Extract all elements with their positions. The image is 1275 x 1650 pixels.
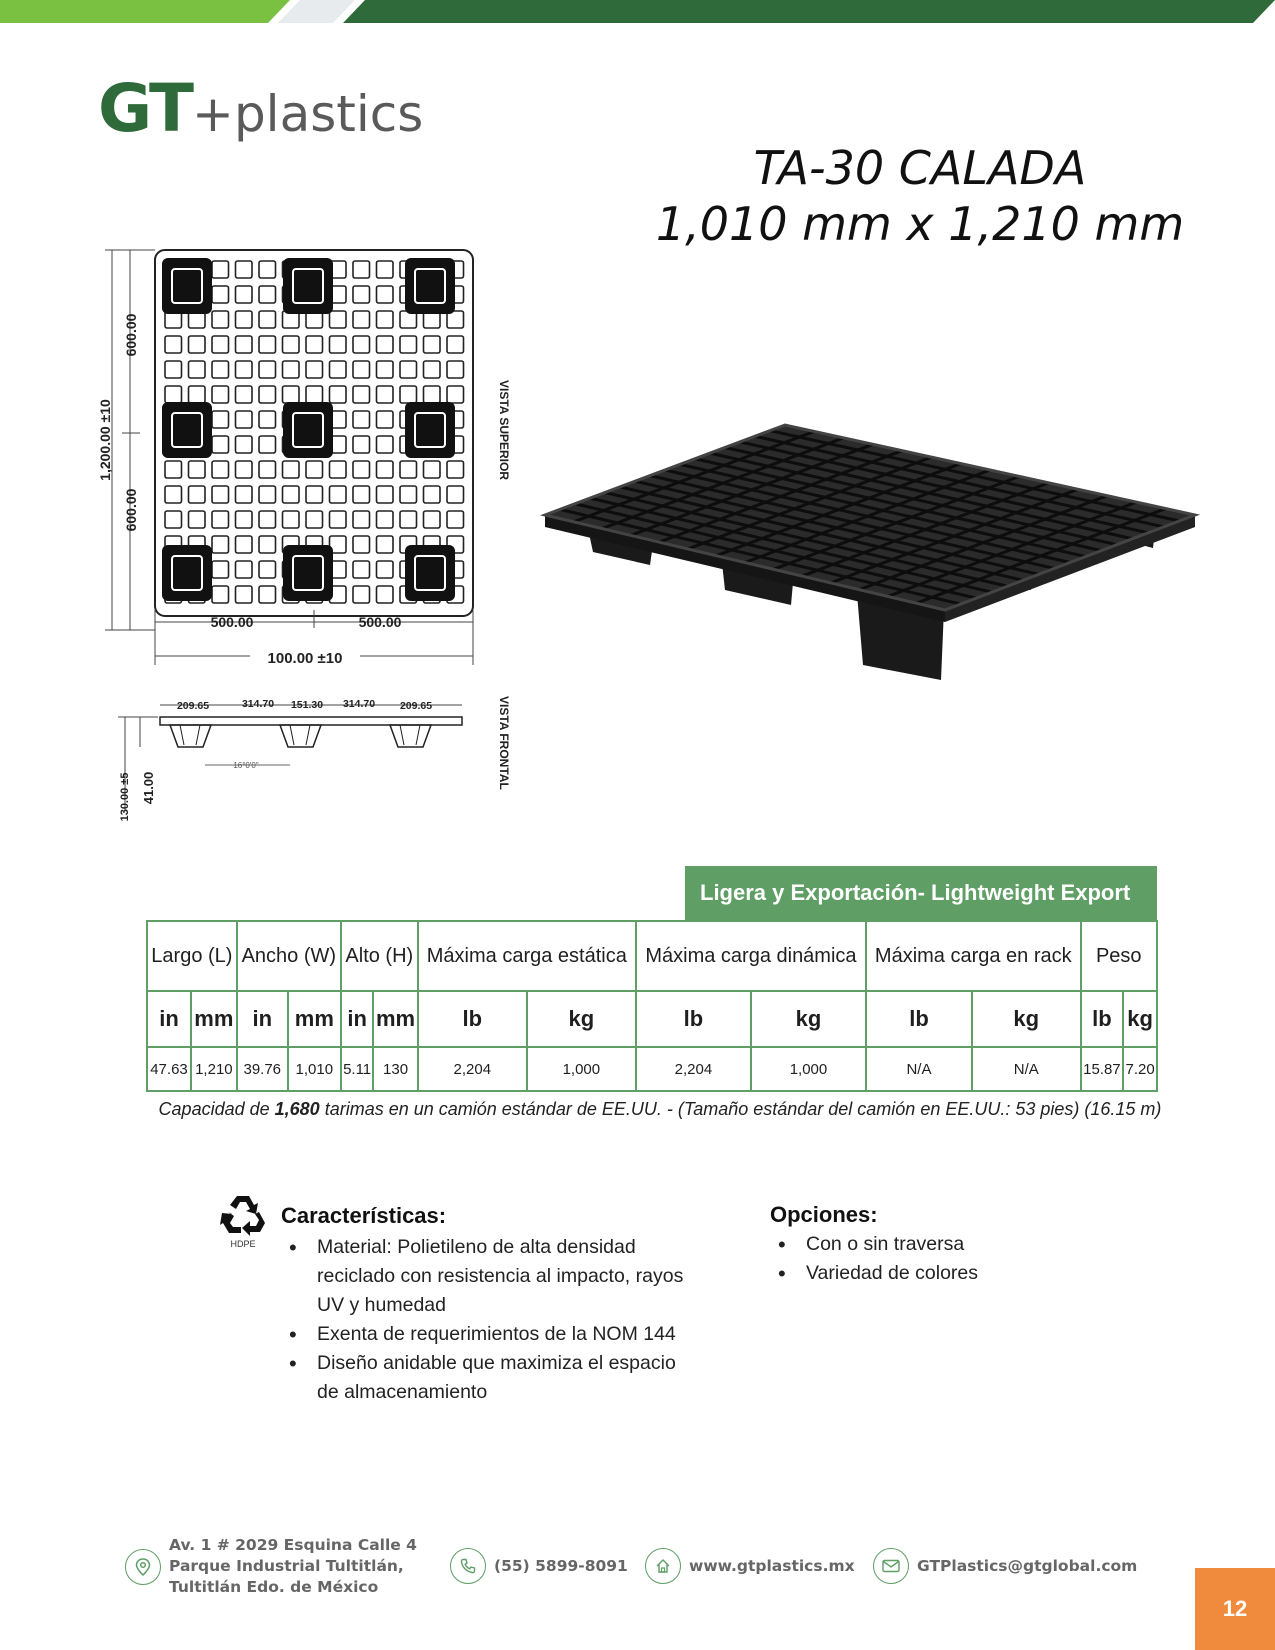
grid-cell (400, 336, 417, 353)
grid-cell (283, 361, 300, 378)
pallet-block (162, 545, 212, 601)
pallet-block (283, 545, 333, 601)
dim-height-half-top: 600.00 (123, 313, 139, 357)
dim-height-total: 1,200.00 ±10 (97, 399, 113, 481)
grid-cell (424, 511, 441, 528)
front-angle: 16°0'0" (233, 761, 259, 770)
recycle-label: HDPE (230, 1239, 256, 1249)
grid-cell (236, 386, 253, 403)
front-dim-4: 314.70 (342, 698, 376, 710)
grid-cell (353, 261, 370, 278)
product-dimensions: 1,010 mm x 1,210 mm (655, 197, 1185, 251)
product-title (620, 140, 1220, 252)
front-dim-5: 209.65 (399, 700, 433, 712)
col-group-carga-dinamica: Máxima carga dinámica (636, 921, 866, 991)
grid-cell (424, 386, 441, 403)
address-line-2: Parque Industrial Tultitlán, (169, 1557, 404, 1575)
grid-cell (259, 386, 276, 403)
email-link: GTPlastics@gtglobal.com (917, 1557, 1138, 1575)
phone-icon (450, 1548, 486, 1584)
grid-cell (236, 561, 253, 578)
capacity-prefix: Capacidad de (158, 1099, 275, 1119)
grid-cell (236, 261, 253, 278)
grid-cell (353, 561, 370, 578)
grid-cell (236, 361, 253, 378)
grid-cell (447, 336, 464, 353)
grid-cell (212, 536, 229, 553)
grid-cell (353, 386, 370, 403)
value-cell: 1,000 (751, 1047, 866, 1091)
pallet-block (405, 545, 455, 601)
grid-cell (283, 511, 300, 528)
value-cell: 7.20 (1123, 1047, 1157, 1091)
top-decorative-bar (0, 0, 1275, 23)
capacity-suffix: tarimas en un camión estándar de EE.UU. - (Tamaño estándar del camión en EE.UU.: 53 pies) (16.15 m) (319, 1099, 1162, 1119)
grid-cell (306, 461, 323, 478)
value-cell: 1,000 (527, 1047, 636, 1091)
dim-width-left: 500.00 (210, 614, 254, 630)
grid-cell (330, 461, 347, 478)
grid-cell (330, 386, 347, 403)
option-item: • Con o sin traversa (770, 1230, 1130, 1259)
grid-cell (353, 586, 370, 603)
grid-cell (400, 511, 417, 528)
technical-drawing (97, 230, 520, 880)
recycle-icon (220, 1192, 266, 1236)
location-pin-icon (125, 1549, 161, 1585)
front-height-total: 130.00 ±5 (119, 772, 131, 822)
grid-cell (212, 336, 229, 353)
grid-cell (189, 511, 206, 528)
grid-cell (283, 386, 300, 403)
grid-cell (283, 486, 300, 503)
grid-cell (353, 511, 370, 528)
feature-item: • Exenta de requerimientos de la NOM 144 (281, 1320, 701, 1349)
grid-cell (377, 336, 394, 353)
product-name: TA-30 CALADA (753, 141, 1087, 195)
features-list (281, 1233, 701, 1407)
grid-cell (306, 386, 323, 403)
grid-cell (377, 586, 394, 603)
grid-cell (424, 361, 441, 378)
grid-cell (236, 586, 253, 603)
capacity-count: 1,680 (274, 1099, 320, 1119)
value-cell: N/A (866, 1047, 972, 1091)
grid-cell (165, 336, 182, 353)
grid-cell (165, 386, 182, 403)
grid-cell (283, 336, 300, 353)
grid-cell (447, 386, 464, 403)
grid-cell (377, 536, 394, 553)
col-group-carga-rack: Máxima carga en rack (866, 921, 1081, 991)
grid-cell (330, 511, 347, 528)
grid-cell (189, 461, 206, 478)
grid-cell (259, 536, 276, 553)
grid-cell (165, 461, 182, 478)
pallet-block (405, 402, 455, 458)
page-footer (0, 1535, 1275, 1650)
grid-cell (236, 461, 253, 478)
value-cell: 39.76 (237, 1047, 288, 1091)
grid-cell (236, 411, 253, 428)
home-icon (645, 1548, 681, 1584)
grid-cell (189, 386, 206, 403)
address-line-1: Av. 1 # 2029 Esquina Calle 4 (169, 1536, 417, 1554)
value-cell: 2,204 (418, 1047, 527, 1091)
grid-cell (212, 261, 229, 278)
grid-cell (400, 486, 417, 503)
grid-cell (353, 286, 370, 303)
grid-cell (330, 361, 347, 378)
grid-cell (353, 536, 370, 553)
pallet-product-image (545, 420, 1195, 690)
footer-phone[interactable] (450, 1548, 628, 1584)
grid-cell (236, 336, 253, 353)
col-group-alto: Alto (H) (341, 921, 418, 991)
grid-cell (259, 336, 276, 353)
mail-icon (873, 1548, 909, 1584)
grid-cell (165, 511, 182, 528)
value-cell: 2,204 (636, 1047, 751, 1091)
table-banner: Ligera y Exportación- Lightweight Export (685, 866, 1157, 920)
options-title: Opciones: (770, 1202, 878, 1227)
values-row (147, 1047, 1157, 1091)
grid-cell (259, 311, 276, 328)
unit-cell: mm (191, 991, 237, 1047)
footer-address (125, 1535, 417, 1598)
grid-cell (283, 461, 300, 478)
feature-item: • Material: Polietileno de alta densidad reciclado con resistencia al impacto, rayos UV y humedad (281, 1233, 701, 1320)
unit-cell: lb (1081, 991, 1124, 1047)
grid-cell (189, 361, 206, 378)
grid-cell (377, 461, 394, 478)
brand-logo (98, 70, 423, 147)
grid-cell (259, 561, 276, 578)
grid-cell (212, 286, 229, 303)
phone-number: (55) 5899-8091 (494, 1557, 628, 1575)
value-cell: 5.11 (341, 1047, 373, 1091)
unit-cell: mm (373, 991, 417, 1047)
dim-width-total: 100.00 ±10 (267, 650, 343, 667)
dim-width-right: 500.00 (358, 614, 402, 630)
unit-cell: lb (418, 991, 527, 1047)
front-dim-2: 314.70 (241, 698, 275, 710)
grid-cell (353, 486, 370, 503)
col-group-largo: Largo (L) (147, 921, 237, 991)
grid-cell (447, 461, 464, 478)
grid-cell (259, 461, 276, 478)
logo-sub-text: +plastics (192, 85, 424, 143)
grid-cell (377, 411, 394, 428)
grid-cell (236, 486, 253, 503)
grid-cell (377, 436, 394, 453)
unit-cell: lb (636, 991, 751, 1047)
grid-cell (377, 311, 394, 328)
grid-cell (400, 461, 417, 478)
footer-website[interactable] (645, 1548, 855, 1584)
grid-cell (236, 311, 253, 328)
unit-cell: kg (1123, 991, 1157, 1047)
grid-cell (236, 511, 253, 528)
unit-cell: kg (527, 991, 636, 1047)
grid-cell (259, 261, 276, 278)
col-group-carga-estatica: Máxima carga estática (418, 921, 636, 991)
grid-cell (236, 436, 253, 453)
grid-cell (377, 261, 394, 278)
unit-cell: lb (866, 991, 972, 1047)
website-link: www.gtplastics.mx (689, 1557, 855, 1575)
grid-cell (306, 336, 323, 353)
unit-cell: kg (972, 991, 1081, 1047)
options-list (770, 1230, 1130, 1288)
dim-height-half-bottom: 600.00 (123, 488, 139, 532)
grid-cell (377, 386, 394, 403)
recycle-hdpe-badge (218, 1192, 268, 1249)
grid-cell (212, 361, 229, 378)
grid-cell (424, 486, 441, 503)
pallet-block (405, 258, 455, 314)
grid-cell (400, 361, 417, 378)
grid-cell (330, 486, 347, 503)
address-line-3: Tultitlán Edo. de México (169, 1578, 379, 1596)
grid-cell (212, 311, 229, 328)
grid-cell (353, 461, 370, 478)
grid-cell (447, 511, 464, 528)
grid-cell (353, 411, 370, 428)
grid-cell (377, 511, 394, 528)
units-row (147, 991, 1157, 1047)
front-height-deck: 41.00 (141, 771, 156, 805)
grid-cell (306, 486, 323, 503)
col-group-ancho: Ancho (W) (237, 921, 341, 991)
value-cell: 130 (373, 1047, 417, 1091)
grid-cell (353, 361, 370, 378)
grid-cell (259, 411, 276, 428)
grid-cell (236, 286, 253, 303)
front-dim-1: 209.65 (176, 700, 210, 712)
grid-cell (447, 361, 464, 378)
grid-cell (377, 286, 394, 303)
grid-cell (165, 361, 182, 378)
unit-cell: kg (751, 991, 866, 1047)
grid-cell (212, 486, 229, 503)
grid-cell (330, 311, 347, 328)
grid-cell (424, 461, 441, 478)
page-number-badge: 12 (1195, 1568, 1275, 1650)
grid-cell (353, 311, 370, 328)
grid-cell (377, 561, 394, 578)
spec-table (146, 920, 1158, 1092)
grid-cell (212, 436, 229, 453)
grid-cell (212, 511, 229, 528)
grid-cell (259, 486, 276, 503)
value-cell: 15.87 (1081, 1047, 1124, 1091)
value-cell: 1,210 (191, 1047, 237, 1091)
grid-cell (259, 286, 276, 303)
unit-cell: in (147, 991, 191, 1047)
grid-cell (259, 436, 276, 453)
grid-cell (306, 361, 323, 378)
pallet-block (283, 402, 333, 458)
front-dim-3: 151.30 (290, 699, 324, 711)
pallet-block (162, 258, 212, 314)
logo-main-text: GT (98, 70, 193, 147)
grid-cell (353, 336, 370, 353)
grid-cell (353, 436, 370, 453)
pallet-block (162, 402, 212, 458)
option-item: • Variedad de colores (770, 1259, 1130, 1288)
grid-cell (259, 361, 276, 378)
value-cell: 1,010 (288, 1047, 341, 1091)
unit-cell: in (237, 991, 288, 1047)
grid-cell (306, 511, 323, 528)
grid-cell (259, 586, 276, 603)
grid-cell (189, 336, 206, 353)
grid-cell (377, 361, 394, 378)
front-view-label: VISTA FRONTAL (497, 696, 511, 790)
grid-cell (189, 486, 206, 503)
value-cell: 47.63 (147, 1047, 191, 1091)
grid-cell (259, 511, 276, 528)
grid-cell (236, 536, 253, 553)
grid-cell (212, 386, 229, 403)
feature-item: • Diseño anidable que maximiza el espacio de almacenamiento (281, 1349, 701, 1407)
unit-cell: in (341, 991, 373, 1047)
value-cell: N/A (972, 1047, 1081, 1091)
unit-cell: mm (288, 991, 341, 1047)
grid-cell (212, 561, 229, 578)
features-title: Características: (281, 1203, 447, 1228)
col-group-peso: Peso (1081, 921, 1157, 991)
grid-cell (330, 336, 347, 353)
pallet-block (283, 258, 333, 314)
top-view-label: VISTA SUPERIOR (497, 380, 511, 481)
grid-cell (212, 411, 229, 428)
grid-cell (212, 461, 229, 478)
grid-cell (212, 586, 229, 603)
footer-email[interactable] (873, 1548, 1137, 1584)
truck-capacity-note (140, 1099, 1180, 1120)
grid-cell (165, 486, 182, 503)
grid-cell (447, 486, 464, 503)
grid-cell (424, 336, 441, 353)
grid-cell (400, 386, 417, 403)
grid-cell (377, 486, 394, 503)
